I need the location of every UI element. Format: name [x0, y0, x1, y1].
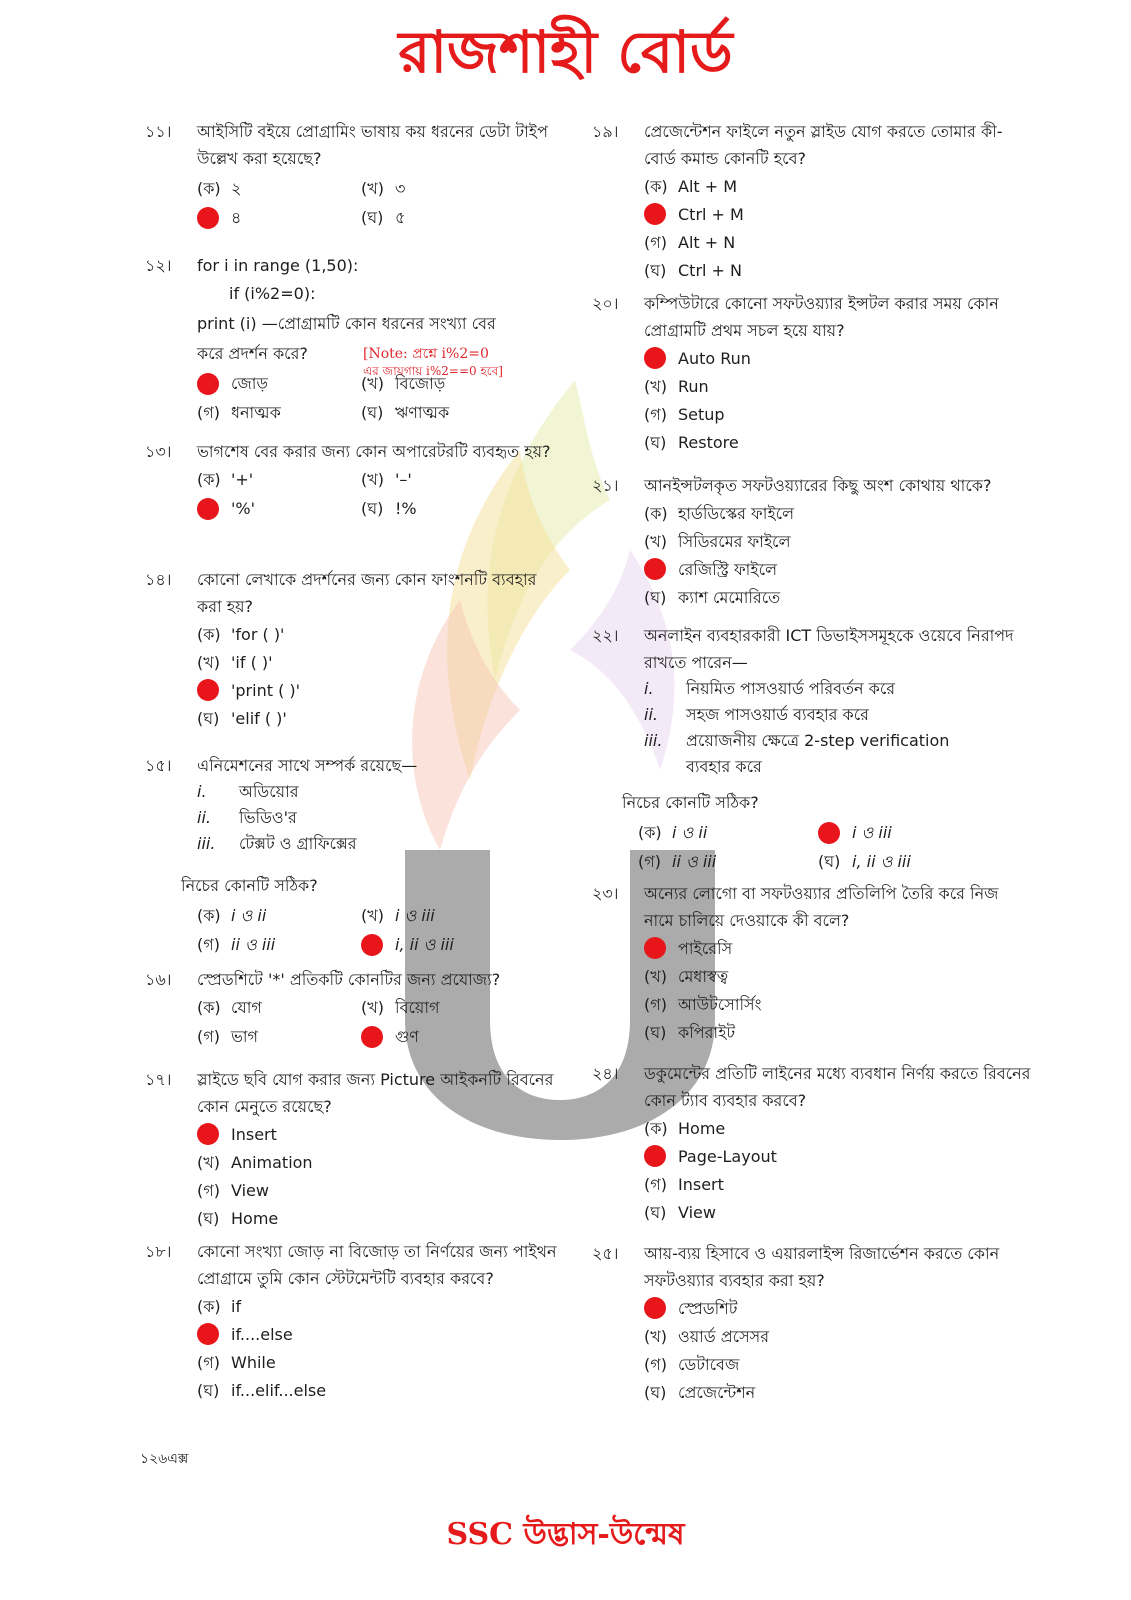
question-number: ১৬।	[145, 970, 172, 989]
option-text: ওয়ার্ড প্রসেসর	[678, 1326, 770, 1346]
option-text: '%'	[231, 499, 255, 518]
note-line-1: [Note: প্রশ্নে i%2=0	[363, 346, 489, 362]
option-mark: (গ)	[197, 403, 220, 422]
option-mark: (খ)	[644, 966, 667, 986]
question-text: print (i) —প্রোগ্রামটি কোন ধরনের সংখ্যা বের করে প্রদর্শন করে?	[197, 314, 496, 363]
option-mark: (ঘ)	[644, 432, 667, 452]
option-kha[interactable]	[361, 174, 565, 203]
option-mark: (ঘ)	[644, 1202, 667, 1222]
option-mark: (ক)	[197, 179, 221, 198]
option-text: প্রেজেন্টেশন	[678, 1382, 756, 1402]
option-mark: (খ)	[197, 652, 220, 672]
option-text: Page-Layout	[678, 1146, 777, 1166]
option-kha-answer[interactable]	[644, 200, 1032, 228]
option-text: ৩	[395, 179, 406, 198]
statement-ii: ii. ভিডিও'র	[197, 808, 297, 827]
question-14	[145, 566, 565, 752]
question-text: স্লাইডে ছবি যোগ করার জন্য Picture আইকনটি রিবনের কোন মেনুতে রয়েছে?	[197, 1070, 554, 1116]
option-gha[interactable]	[644, 428, 1032, 456]
option-text: While	[231, 1352, 276, 1372]
option-mark: (ক)	[197, 470, 221, 489]
option-text: Insert	[678, 1174, 724, 1194]
question-number: ২৪।	[592, 1064, 619, 1083]
option-text: ৫	[395, 208, 406, 227]
statement-i: i. নিয়মিত পাসওয়ার্ড পরিবর্তন করে	[644, 679, 896, 698]
code-line-1: for i in range (1,50):	[197, 256, 359, 275]
question-number: ১৫।	[145, 756, 172, 775]
option-mark: (ক)	[638, 823, 662, 842]
question-number: ২০।	[592, 294, 619, 313]
option-mark: (গ)	[197, 1027, 220, 1046]
option-kha[interactable]	[361, 901, 565, 930]
answer-dot-icon	[197, 679, 219, 701]
option-gha-answer[interactable]	[361, 930, 565, 959]
option-mark: (ক)	[197, 1296, 221, 1316]
option-mark: (খ)	[644, 1326, 667, 1346]
option-mark: (ঘ)	[361, 499, 384, 518]
option-text: '–'	[395, 470, 412, 489]
answer-dot-icon	[644, 1145, 666, 1167]
option-text: Ctrl + N	[678, 260, 743, 280]
option-text: স্প্রেডশিট	[678, 1298, 738, 1318]
question-text: ভাগশেষ বের করার জন্য কোন অপারেটরটি ব্যবহৃত হয়?	[197, 442, 551, 461]
option-kha[interactable]	[644, 962, 1032, 990]
option-text: Insert	[231, 1124, 277, 1144]
option-kha[interactable]	[361, 465, 565, 494]
option-kha-answer[interactable]	[818, 818, 1032, 847]
question-number: ১৩।	[145, 442, 172, 461]
option-ga[interactable]	[197, 930, 361, 959]
option-mark: (খ)	[361, 374, 384, 393]
option-mark: (গ)	[644, 1354, 667, 1374]
option-ga[interactable]	[638, 847, 818, 876]
question-20	[592, 290, 1032, 472]
option-kha[interactable]	[361, 993, 565, 1022]
question-text: প্রেজেন্টেশন ফাইলে নতুন স্লাইড যোগ করতে তোমার কী-বোর্ড কমান্ড কোনটি হবে?	[644, 122, 1003, 168]
option-mark: (খ)	[361, 998, 384, 1017]
option-text: Alt + N	[678, 232, 736, 252]
question-text: এনিমেশনের সাথে সম্পর্ক রয়েছে—	[197, 756, 418, 775]
option-gha[interactable]	[361, 494, 565, 523]
option-text: Ctrl + M	[678, 204, 744, 224]
option-ga[interactable]	[197, 1176, 565, 1204]
option-kha[interactable]	[644, 1322, 1032, 1350]
question-text: আয়-ব্যয় হিসাবে ও এয়ারলাইন্স রিজার্ভেশন করতে কোন সফটওয়্যার ব্যবহার করা হয়?	[644, 1244, 1000, 1290]
option-text: i ও ii	[231, 906, 267, 925]
option-text: ২	[231, 179, 242, 198]
question-21	[592, 472, 1032, 622]
option-ka[interactable]	[197, 620, 565, 648]
option-text: ক্যাশ মেমোরিতে	[678, 587, 781, 607]
ask-text: নিচের কোনটি সঠিক?	[181, 876, 318, 895]
question-number: ২৫।	[592, 1244, 619, 1263]
question-25	[592, 1240, 1032, 1420]
option-ka[interactable]	[197, 465, 361, 494]
page-number: ১২৬এক্স	[140, 1451, 189, 1467]
question-number: ১৭।	[145, 1070, 172, 1089]
option-mark: (ঘ)	[644, 260, 667, 280]
question-24	[592, 1060, 1032, 1240]
option-text: রেজিস্ট্রি ফাইলে	[678, 559, 777, 579]
option-text: আউটসোর্সিং	[678, 994, 762, 1014]
option-mark: (খ)	[361, 179, 384, 198]
question-number: ১৯।	[592, 122, 619, 141]
option-mark: (ক)	[644, 176, 668, 196]
option-text: i ও iii	[395, 906, 435, 925]
answer-dot-icon	[197, 207, 219, 229]
option-gha-answer[interactable]	[361, 1022, 565, 1051]
option-text: মেধাস্বত্ব	[678, 966, 729, 986]
right-column	[592, 118, 1032, 1420]
option-text: 'elif ( )'	[231, 708, 287, 728]
option-ka-answer[interactable]	[644, 934, 1032, 962]
option-mark: (খ)	[197, 1152, 220, 1172]
option-text: ধনাত্মক	[231, 403, 281, 422]
option-text: হার্ডডিস্কের ফাইলে	[678, 503, 795, 523]
option-ka[interactable]	[644, 1114, 1032, 1142]
option-text: i, ii ও iii	[852, 852, 911, 871]
option-text: i ও iii	[852, 823, 892, 842]
option-ga-answer[interactable]	[644, 555, 1032, 583]
question-text: কোনো সংখ্যা জোড় না বিজোড় তা নির্ণয়ের জন্য পাইথন প্রোগ্রামে তুমি কোন স্টেটমেন্টটি ব্যবহার করবে?	[197, 1242, 557, 1288]
question-number: ১১।	[145, 122, 172, 141]
option-text: Alt + M	[678, 176, 738, 196]
answer-dot-icon	[197, 1323, 219, 1345]
question-11	[145, 118, 565, 252]
option-gha[interactable]	[644, 583, 1032, 611]
question-number: ২৩।	[592, 884, 619, 903]
option-ka-answer[interactable]	[644, 344, 1032, 372]
question-17	[145, 1066, 565, 1238]
option-ka[interactable]	[197, 993, 361, 1022]
note-line-2: এর জায়গায় i%2==0 হবে]	[363, 364, 503, 378]
option-mark: (খ)	[644, 376, 667, 396]
option-text: View	[678, 1202, 716, 1222]
option-ga[interactable]	[644, 228, 1032, 256]
option-mark: (গ)	[197, 1352, 220, 1372]
option-gha[interactable]	[644, 1198, 1032, 1226]
option-kha[interactable]	[644, 527, 1032, 555]
question-15	[145, 752, 565, 966]
option-ga-answer[interactable]	[197, 203, 361, 232]
option-kha[interactable]	[644, 372, 1032, 400]
option-mark: (খ)	[361, 470, 384, 489]
answer-dot-icon	[361, 934, 383, 956]
option-kha[interactable]	[197, 1148, 565, 1176]
option-text: Animation	[231, 1152, 313, 1172]
question-text: ডকুমেন্টের প্রতিটি লাইনের মধ্যে ব্যবধান নির্ণয় করতে রিবনের কোন ট্যাব ব্যবহার করবে?	[644, 1064, 1031, 1110]
question-16	[145, 966, 565, 1066]
option-ka[interactable]	[197, 901, 361, 930]
option-ga[interactable]	[197, 1022, 361, 1051]
option-mark: (গ)	[644, 232, 667, 252]
answer-dot-icon	[197, 1123, 219, 1145]
option-text: 'if ( )'	[231, 652, 273, 672]
option-kha-answer[interactable]	[197, 1320, 565, 1348]
option-ga[interactable]	[197, 398, 361, 427]
option-ga[interactable]	[197, 1348, 565, 1376]
option-text: গুণ	[395, 1027, 419, 1046]
option-ga-answer[interactable]	[197, 494, 361, 523]
option-text: 'print ( )'	[231, 680, 301, 700]
answer-dot-icon	[644, 937, 666, 959]
left-column	[145, 118, 565, 1434]
question-number: ২২।	[592, 626, 619, 645]
option-text: ii ও iii	[672, 852, 717, 871]
question-text: আনইন্সটলকৃত সফটওয়্যারের কিছু অংশ কোথায় থাকে?	[644, 476, 992, 495]
option-gha[interactable]	[818, 847, 1032, 876]
option-text: ভাগ	[231, 1027, 259, 1046]
question-number: ১৮।	[145, 1242, 172, 1261]
option-text: '+'	[231, 470, 254, 489]
note-text	[363, 346, 503, 380]
question-number: ১২।	[145, 256, 172, 275]
option-mark: (ক)	[644, 1118, 668, 1138]
answer-dot-icon	[644, 347, 666, 369]
option-text: সিডিরমের ফাইলে	[678, 531, 791, 551]
option-ga[interactable]	[644, 1170, 1032, 1198]
option-kha[interactable]	[197, 648, 565, 676]
question-13	[145, 438, 565, 566]
option-text: ঋণাত্মক	[395, 403, 450, 422]
page-title: রাজশাহী বোর্ড	[398, 18, 733, 86]
option-gha[interactable]	[644, 1378, 1032, 1406]
option-ka[interactable]	[644, 172, 1032, 200]
option-mark: (ঘ)	[197, 1208, 220, 1228]
question-text: কম্পিউটারে কোনো সফটওয়্যার ইন্সটল করার সময় কোন প্রোগ্রামটি প্রথম সচল হয়ে যায়?	[644, 294, 999, 340]
statement-iii: iii. টেক্সট ও গ্রাফিক্সের	[197, 834, 357, 853]
option-mark: (ঘ)	[644, 587, 667, 607]
option-mark: (ঘ)	[197, 708, 220, 728]
option-gha[interactable]	[644, 256, 1032, 284]
option-mark: (গ)	[644, 994, 667, 1014]
option-mark: (গ)	[644, 1174, 667, 1194]
code-line-2: if (i%2=0):	[229, 284, 316, 303]
answer-dot-icon	[818, 822, 840, 844]
question-text: আইসিটি বইয়ে প্রোগ্রামিং ভাষায় কয় ধরনের ডেটা টাইপ উল্লেখ করা হয়েছে?	[197, 122, 548, 168]
option-mark: (ঘ)	[644, 1382, 667, 1402]
option-mark: (গ)	[197, 1180, 220, 1200]
answer-dot-icon	[361, 1026, 383, 1048]
option-text: জোড়	[231, 374, 268, 393]
question-number: ১৪।	[145, 570, 172, 589]
option-mark: (ক)	[197, 624, 221, 644]
option-text: যোগ	[231, 998, 262, 1017]
option-text: বিয়োগ	[395, 998, 440, 1017]
option-ga[interactable]	[644, 400, 1032, 428]
option-text: !%	[395, 499, 417, 518]
option-gha[interactable]	[361, 203, 565, 232]
option-text: বিজোড়	[395, 374, 446, 393]
option-ka[interactable]	[197, 1292, 565, 1320]
option-ga[interactable]	[644, 1350, 1032, 1378]
option-kha-answer[interactable]	[644, 1142, 1032, 1170]
question-12	[145, 252, 565, 438]
question-text: অন্যের লোগো বা সফটওয়্যার প্রতিলিপি তৈরি করে নিজ নামে চালিয়ে দেওয়াকে কী বলে?	[644, 884, 999, 930]
option-gha[interactable]	[644, 1018, 1032, 1046]
option-ka-answer[interactable]	[197, 1120, 565, 1148]
option-text: Setup	[678, 404, 725, 424]
option-text: Home	[231, 1208, 279, 1228]
option-mark: (ক)	[197, 998, 221, 1017]
question-text: অনলাইন ব্যবহারকারী ICT ডিভাইসসমূহকে ওয়েবে নিরাপদ রাখতে পারেন—	[644, 626, 1014, 672]
option-mark: (গ)	[638, 852, 661, 871]
option-mark: (খ)	[644, 531, 667, 551]
option-mark: (ঘ)	[197, 1380, 220, 1400]
option-text: Home	[678, 1118, 726, 1138]
option-ka-answer[interactable]	[197, 369, 361, 398]
answer-dot-icon	[197, 373, 219, 395]
option-text: ৪	[231, 208, 242, 227]
option-mark: (ঘ)	[644, 1022, 667, 1042]
question-18	[145, 1238, 565, 1434]
option-text: ডেটাবেজ	[678, 1354, 740, 1374]
option-mark: (গ)	[197, 935, 220, 954]
option-ga[interactable]	[644, 990, 1032, 1018]
option-mark: (খ)	[361, 906, 384, 925]
question-22	[592, 622, 1032, 880]
statement-ii: ii. সহজ পাসওয়ার্ড ব্যবহার করে	[644, 705, 869, 724]
option-ka-answer[interactable]	[644, 1294, 1032, 1322]
option-mark: (ক)	[644, 503, 668, 523]
option-text: কপিরাইট	[678, 1022, 736, 1042]
option-ga-answer[interactable]	[197, 676, 565, 704]
option-text: View	[231, 1180, 269, 1200]
option-ka[interactable]	[197, 174, 361, 203]
option-text: ii ও iii	[231, 935, 276, 954]
ask-text: নিচের কোনটি সঠিক?	[622, 793, 759, 812]
question-23	[592, 880, 1032, 1060]
answer-dot-icon	[644, 558, 666, 580]
option-mark: (গ)	[644, 404, 667, 424]
question-text: কোনো লেখাকে প্রদর্শনের জন্য কোন ফাংশনটি ব্যবহার করা হয়?	[197, 570, 537, 616]
option-text: if	[231, 1296, 242, 1316]
statement-i: i. অডিয়োর	[197, 782, 299, 801]
option-mark: (ঘ)	[361, 403, 384, 422]
brand-footer: SSC উদ্ভাস-উন্মেষ	[446, 1517, 685, 1552]
option-text: পাইরেসি	[678, 938, 733, 958]
option-mark: (ক)	[197, 906, 221, 925]
option-mark: (ঘ)	[818, 852, 841, 871]
option-text: if...elif...else	[231, 1380, 327, 1400]
option-text: Run	[678, 376, 709, 396]
answer-dot-icon	[644, 1297, 666, 1319]
answer-dot-icon	[197, 498, 219, 520]
option-text: Auto Run	[678, 348, 751, 368]
option-text: if....else	[231, 1324, 293, 1344]
option-gha[interactable]	[197, 1204, 565, 1232]
option-ka[interactable]	[638, 818, 818, 847]
option-text: Restore	[678, 432, 739, 452]
question-19	[592, 118, 1032, 290]
option-text: i ও ii	[672, 823, 708, 842]
statement-iii: iii. প্রয়োজনীয় ক্ষেত্রে 2-step verification ব্যবহার করে	[644, 731, 950, 776]
question-text: স্প্রেডশিটে '*' প্রতিকটি কোনটির জন্য প্রযোজ্য?	[197, 970, 501, 989]
option-gha[interactable]	[197, 704, 565, 732]
option-ka[interactable]	[644, 499, 1032, 527]
answer-dot-icon	[644, 203, 666, 225]
option-mark: (ঘ)	[361, 208, 384, 227]
option-text: 'for ( )'	[231, 624, 285, 644]
option-gha[interactable]	[361, 398, 565, 427]
option-gha[interactable]	[197, 1376, 565, 1404]
option-text: i, ii ও iii	[395, 935, 454, 954]
question-number: ২১।	[592, 476, 619, 495]
